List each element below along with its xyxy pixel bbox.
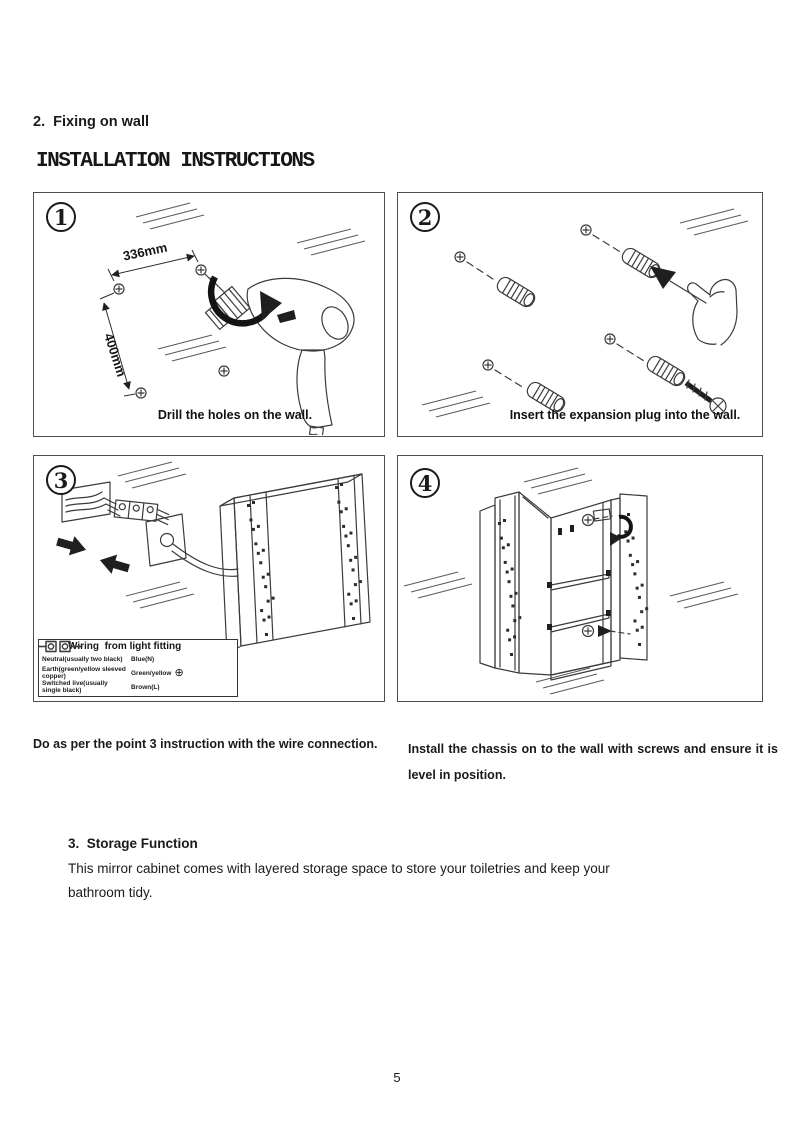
hole-mark-icon [196,265,206,275]
wiring-row-neutral: Neutral(usually two black) Blue(N) [42,652,234,666]
mirror-cabinet-icon [220,474,370,654]
step-1-caption: Drill the holes on the wall. [157,408,313,422]
section-2-heading: 2. Fixing on wall [33,114,150,130]
step-4-caption: Install the chassis on to the wall with screws and ensure it is level in position. [408,742,778,782]
wiring-title: Wiring from light fitting [68,641,182,652]
step-3-badge: 3 [46,465,76,495]
step-4-panel [397,455,763,702]
dimension-horizontal [108,240,198,281]
expansion-plug-icon [483,360,567,414]
mounting-screw-icon [583,625,631,637]
svg-text:336mm: 336mm [121,239,169,264]
led-strip-texture [498,519,521,656]
open-cabinet-icon [480,492,648,680]
socket-plate-icon [146,514,238,576]
led-strip-texture [247,501,275,636]
step-2-panel [397,192,763,437]
hole-mark-icon [219,366,229,376]
page-title: INSTALLATION INSTRUCTIONS [36,150,314,173]
expansion-plug-icon [581,225,662,280]
pointing-hand-icon [688,280,737,345]
step-1-badge: 1 [46,202,76,232]
expansion-plug-illustration [398,193,761,435]
terminal-block-icon [114,500,170,525]
hole-mark-icon [136,388,146,398]
section-3-heading: 3. Storage Function [68,836,198,851]
terminal-pair-icon [39,640,83,653]
expansion-plug-icon [455,252,537,309]
step-4-badge: 4 [410,468,440,498]
svg-text:400mm: 400mm [101,331,130,379]
step-3-caption: Do as per the point 3 instruction with the wire connection. [33,737,378,751]
led-strip-texture [622,513,648,646]
section-3-body: This mirror cabinet comes with layered storage space to store your toiletries and keep your bathroom tidy. [68,861,610,900]
hole-mark-icon [114,284,124,294]
wiring-diagram [38,639,238,697]
step-3-panel [33,455,385,702]
connect-arrow-icon [54,532,88,559]
wiring-row-live: Switched live(usually single black) Brown(L) [42,680,234,694]
step-1-panel [33,192,385,437]
drill-holes-illustration [34,193,383,435]
step-2-caption: Insert the expansion plug into the wall. [509,408,741,422]
wiring-row-earth: Earth(green/yellow sleeved copper) Green/yellow ⊕ [42,666,234,680]
page-number: 5 [393,1070,401,1085]
dimension-vertical [100,293,135,396]
expansion-plug-icon [605,334,687,388]
connect-arrow-icon [97,551,131,578]
earth-symbol-icon: ⊕ [174,667,184,679]
cabinet-mounting-illustration [398,456,761,700]
step-2-badge: 2 [410,202,440,232]
